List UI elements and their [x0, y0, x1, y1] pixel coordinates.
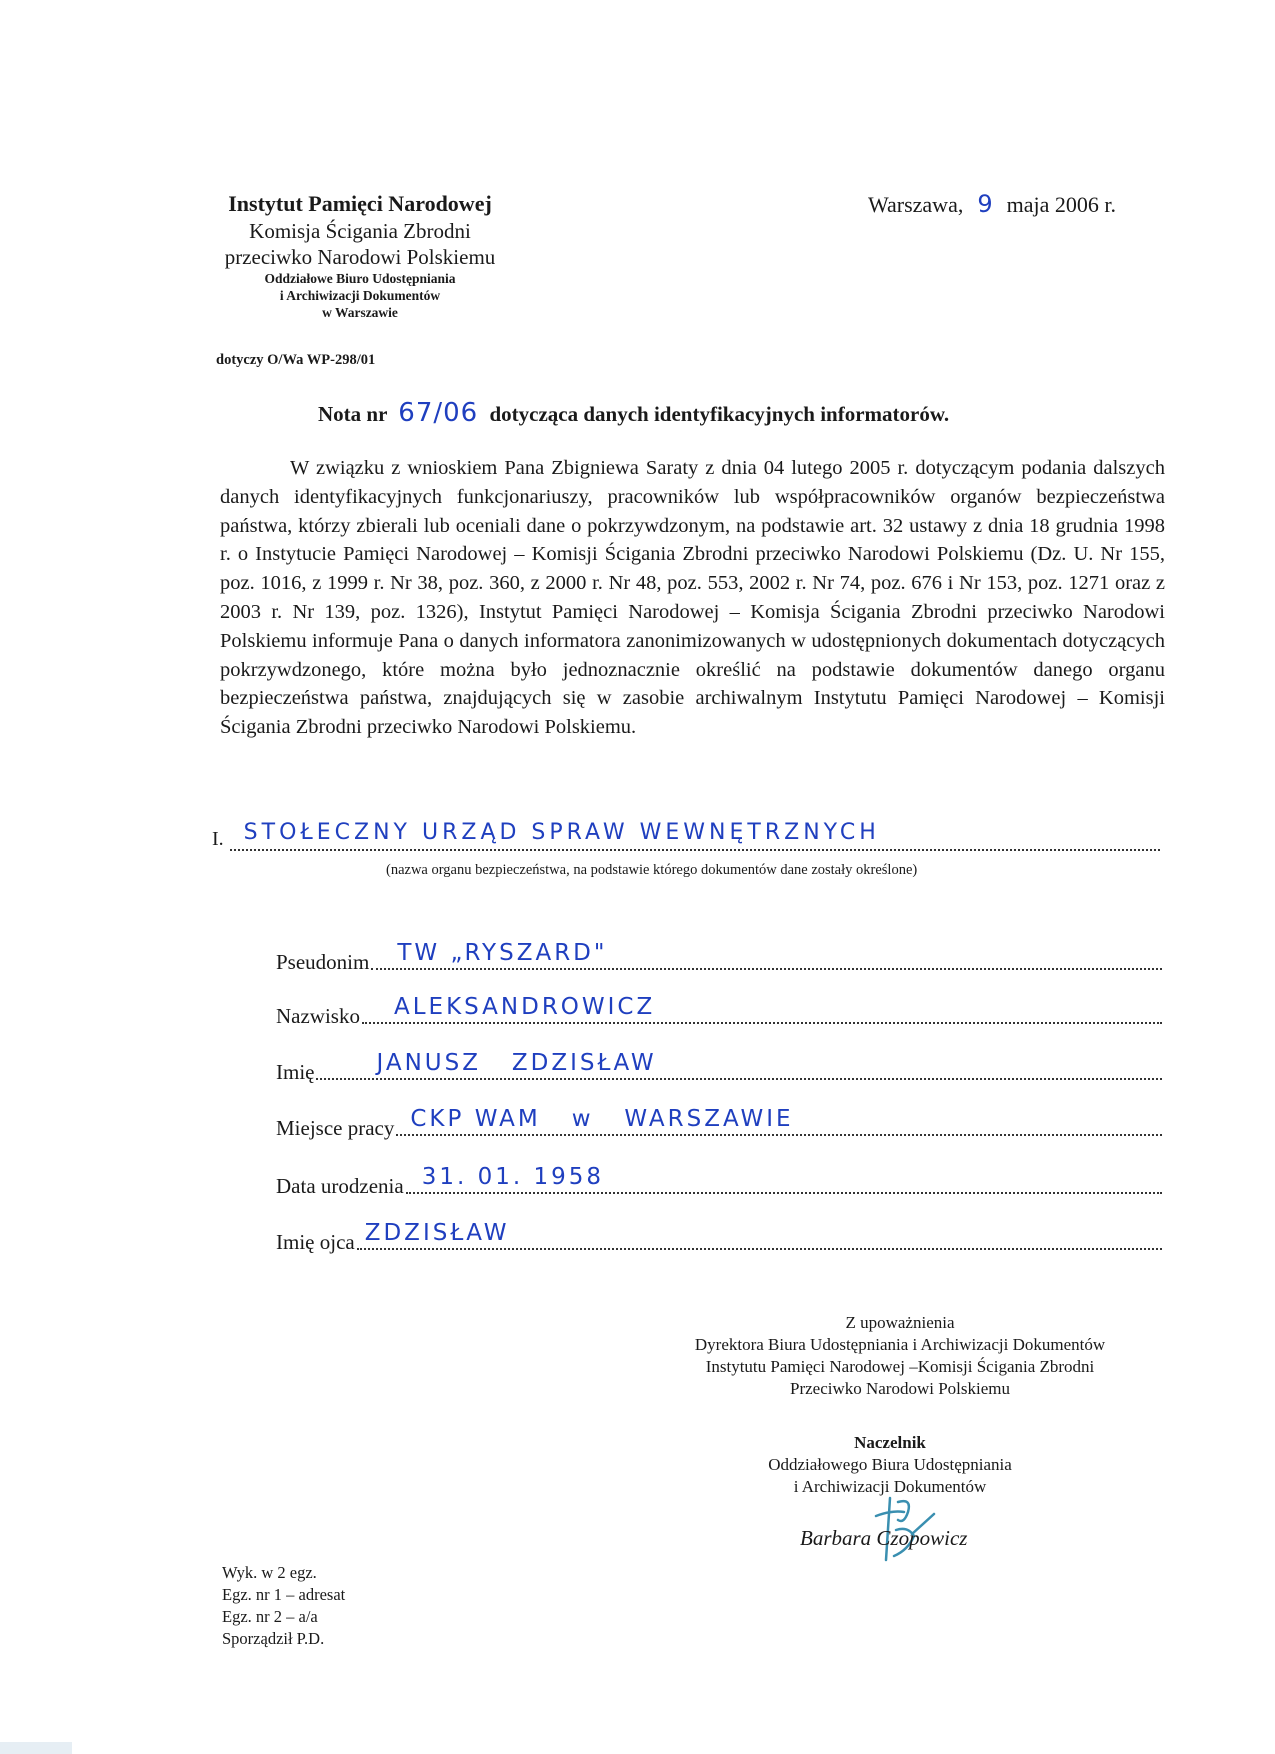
- body-paragraph: W związku z wnioskiem Pana Zbigniewa Saraty z dnia 04 lutego 2005 r. dotyczącym podania dalszych danych identyfikacyjnych funkcjonariuszy, pracowników lub współpracowników organów bezpieczeństwa państwa, którzy zbierali lub oceniali dane o pokrzywdzonym, na podstawie art. 32 ustawy z dnia 18 grudnia 1998 r. o Instytucie Pamięci Narodowej – Komisji Ścigania Zbrodni przeciwko Narodowi Polskiemu (Dz. U. Nr 155, poz. 1016, z 1999 r. Nr 38, poz. 360, z 2000 r. Nr 48, poz. 553, 2002 r. Nr 74, poz. 676 i Nr 153, poz. 1271 oraz z 2003 r. Nr 139, poz. 1326), Instytut Pamięci Narodowej – Komisja Ścigania Zbrodni przeciwko Narodowi Polskiemu informuje Pana o danych informatora zanonimizowanych w udostępnionych dokumentach dotyczących pokrzywdzonego, które można było jednoznacznie określić na podstawie dokumentów danego organu bezpieczeństwa państwa, znajdujących się w zasobie archiwalnym Instytutu Pamięci Narodowej – Komisji Ścigania Zbrodni przeciwko Narodowi Polskiemu.: [220, 457, 1165, 739]
- field-father-name: [276, 1220, 1162, 1255]
- field-dotted-line: [371, 940, 1162, 970]
- date-day-handwritten: 9: [977, 190, 993, 218]
- field-value-handwritten: 31. 01. 1958: [421, 1164, 604, 1190]
- signer-name: Barbara Czopowicz: [800, 1526, 968, 1550]
- field-value-handwritten: JANUSZ ZDZISŁAW: [376, 1050, 657, 1076]
- authorization-line-3: Instytutu Pamięci Narodowej –Komisji Ścigania Zbrodni: [705, 1357, 1095, 1376]
- title-prefix: Nota nr: [318, 402, 388, 426]
- field-dotted-line: [357, 1220, 1162, 1250]
- field-value-handwritten: CKP WAM w WARSZAWIE: [410, 1106, 794, 1132]
- field-label: Nazwisko: [276, 1004, 360, 1028]
- footer-line-2: Egz. nr 1 – adresat: [222, 1585, 346, 1604]
- field-value-handwritten: ALEKSANDROWICZ: [393, 994, 656, 1020]
- organ-value-handwritten: STOŁECZNY URZĄD SPRAW WEWNĘTRZNYCH: [243, 820, 880, 845]
- note-number-handwritten: 67/06: [398, 398, 479, 428]
- field-label: Data urodzenia: [276, 1174, 404, 1198]
- authorization-line-4: Przeciwko Narodowi Polskiemu: [789, 1379, 1011, 1398]
- field-label: Imię ojca: [276, 1230, 355, 1254]
- letterhead: [200, 190, 520, 321]
- case-reference: dotyczy O/Wa WP-298/01: [216, 352, 376, 368]
- field-dotted-line: [362, 994, 1162, 1024]
- field-value-handwritten: ZDZISŁAW: [364, 1220, 510, 1246]
- field-dotted-line: [316, 1050, 1162, 1080]
- organ-dotted-line: [230, 820, 1160, 851]
- organ-numeral: I.: [212, 828, 224, 850]
- field-label: Pseudonim: [276, 950, 370, 974]
- office-line-2: i Archiwizacji Dokumentów: [279, 288, 441, 303]
- footer-line-3: Egz. nr 2 – a/a: [222, 1607, 318, 1626]
- authorization-line-1: Z upoważnienia: [845, 1313, 955, 1332]
- organ-caption: (nazwa organu bezpieczeństwa, na podstawie którego dokumentów dane zostały określone): [386, 862, 918, 878]
- footer-line-4: Sporządził P.D.: [222, 1629, 325, 1648]
- field-dotted-line: [406, 1164, 1162, 1194]
- field-label: Miejsce pracy: [276, 1116, 395, 1140]
- security-organ-row: [212, 820, 1160, 851]
- chief-block: [730, 1432, 1050, 1498]
- document-date: [868, 190, 1116, 218]
- document-title: [318, 398, 949, 428]
- commission-line-1: Komisja Ścigania Zbrodni: [249, 219, 471, 243]
- field-workplace: [276, 1106, 1162, 1141]
- title-suffix: dotycząca danych identyfikacyjnych informatorów.: [489, 402, 950, 426]
- distribution-notes: [222, 1562, 345, 1650]
- field-surname: [276, 994, 1162, 1029]
- chief-line-1: Oddziałowego Biura Udostępniania: [768, 1455, 1012, 1474]
- scan-edge-artifact: [0, 1742, 72, 1754]
- footer-line-1: Wyk. w 2 egz.: [222, 1563, 317, 1582]
- field-value-handwritten: TW „RYSZARD": [397, 940, 608, 966]
- field-birth-date: [276, 1164, 1162, 1199]
- field-label: Imię: [276, 1060, 315, 1084]
- chief-line-2: i Archiwizacji Dokumentów: [793, 1477, 987, 1496]
- field-first-names: [276, 1050, 1162, 1085]
- commission-line-2: przeciwko Narodowi Polskiemu: [224, 245, 496, 269]
- office-line-1: Oddziałowe Biuro Udostępniania: [264, 271, 456, 286]
- body-text: [220, 454, 1165, 742]
- authorization-block: [640, 1312, 1160, 1400]
- field-pseudonym: [276, 940, 1162, 975]
- chief-title: Naczelnik: [854, 1433, 926, 1452]
- date-city: Warszawa,: [868, 192, 964, 217]
- office-line-3: w Warszawie: [322, 305, 398, 320]
- institution-name: Instytut Pamięci Narodowej: [228, 191, 492, 216]
- field-dotted-line: [396, 1106, 1162, 1136]
- authorization-line-2: Dyrektora Biura Udostępniania i Archiwizacji Dokumentów: [694, 1335, 1106, 1354]
- date-month-year: maja 2006 r.: [1006, 192, 1116, 217]
